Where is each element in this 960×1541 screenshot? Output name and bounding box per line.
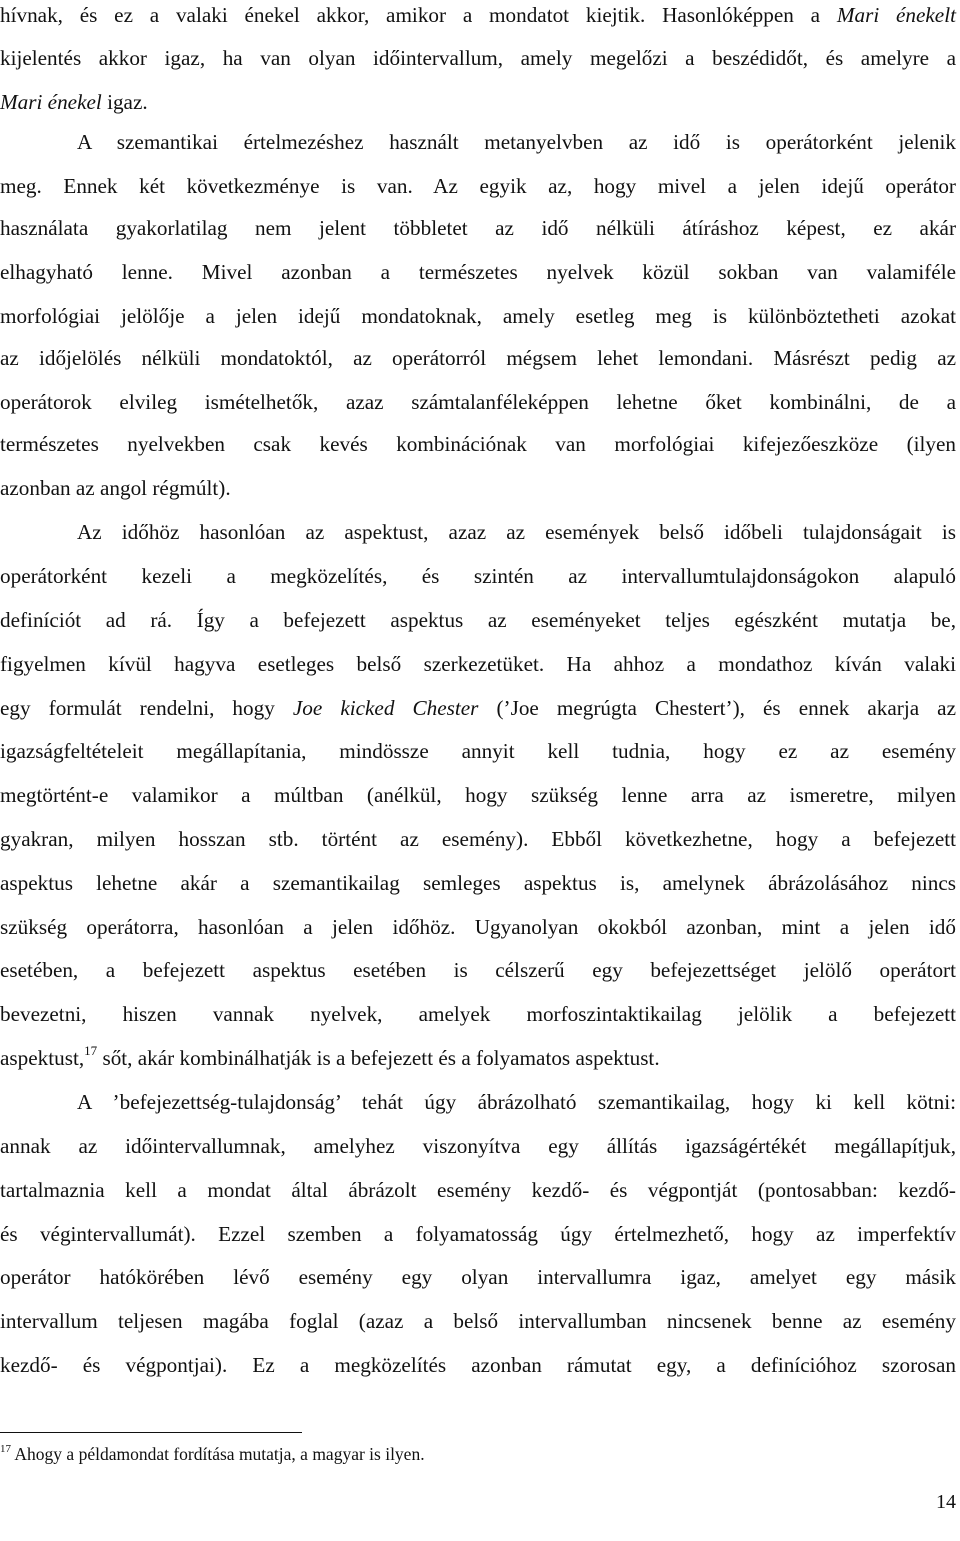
text-segment: definíciót ad rá. Így a befejezett aspektus az eseményeket teljes egészként mutatja be, xyxy=(0,608,956,632)
text-line xyxy=(0,430,956,458)
text-line xyxy=(0,302,956,330)
text-line xyxy=(0,956,956,984)
text-segment: gyakran, milyen hosszan stb. történt az esemény). Ebből következhetne, hogy a befejezett xyxy=(0,827,956,851)
text-line xyxy=(0,1220,956,1248)
text-line xyxy=(0,1351,956,1379)
text-segment: aspektust, xyxy=(0,1046,85,1070)
text-segment: kezdő- és végpontjai). Ez a megközelítés azonban rámutat egy, a definícióhoz szorosan xyxy=(0,1353,956,1377)
text-segment: használata gyakorlatilag nem jelent többletet az idő nélküli átíráshoz képest, ez akár xyxy=(0,216,956,240)
text-line xyxy=(77,1088,956,1116)
text-line xyxy=(0,781,956,809)
text-segment: sőt, akár kombinálhatják is a befejezett és a folyamatos aspektust. xyxy=(97,1046,660,1070)
text-segment: az időjelölés nélküli mondatoktól, az operátorról mégsem lehet lemondani. Másrészt pedig az xyxy=(0,346,956,370)
text-segment: meg. Ennek két következménye is van. Az egyik az, hogy mivel a jelen idejű operátor xyxy=(0,174,956,198)
footnote-number: 17 xyxy=(0,1443,11,1455)
text-line xyxy=(0,44,956,72)
text-line xyxy=(77,128,956,156)
text-line xyxy=(0,1000,956,1028)
text-segment: természetes nyelvekben csak kevés kombinációnak van morfológiai kifejezőeszköze (ilyen xyxy=(0,432,956,456)
text-segment: hívnak, és ez a valaki énekel akkor, amikor a mondatot kiejtik. Hasonlóképpen a xyxy=(0,3,837,27)
text-line xyxy=(77,518,956,546)
text-line xyxy=(0,1176,956,1204)
text-segment: bevezetni, hiszen vannak nyelvek, amelyek morfoszintaktikailag jelölik a befejezett xyxy=(0,1002,956,1026)
text-segment: annak az időintervallumnak, amelyhez viszonyítva egy állítás igazságértékét megállapítjuk, xyxy=(0,1134,956,1158)
text-segment: figyelmen kívül hagyva esetleges belső szerkezetüket. Ha ahhoz a mondathoz kíván valaki xyxy=(0,652,956,676)
text-segment: megtörtént-e valamikor a múltban (anélkül, hogy szükség lenne arra az ismeretre, milyen xyxy=(0,783,956,807)
text-segment: tartalmaznia kell a mondat által ábrázolt esemény kezdő- és végpontját (pontosabban: kezdő- xyxy=(0,1178,956,1202)
text-line xyxy=(0,737,956,765)
text-segment: operátorok elvileg ismételhetők, azaz számtalanféleképpen lehetne őket kombinálni, de a xyxy=(0,390,956,414)
text-line xyxy=(0,562,956,590)
text-line xyxy=(0,606,956,634)
footnote-text: Ahogy a példamondat fordítása mutatja, a magyar is ilyen. xyxy=(14,1444,425,1464)
text-line xyxy=(0,344,956,372)
footnote xyxy=(0,1442,425,1466)
italic-text: Mari énekel xyxy=(0,90,102,114)
text-segment: igazságfeltételeit megállapítania, mindössze annyit kell tudnia, hogy ez az esemény xyxy=(0,739,956,763)
text-line xyxy=(0,1,956,29)
italic-text: Joe kicked Chester xyxy=(292,696,479,720)
text-line xyxy=(0,869,956,897)
text-segment: azonban az angol régmúlt). xyxy=(0,476,231,500)
text-line xyxy=(0,694,956,722)
text-line xyxy=(0,88,956,116)
text-segment: elhagyható lenne. Mivel azonban a természetes nyelvek közül sokban van valamiféle xyxy=(0,260,956,284)
footnote-separator xyxy=(0,1432,302,1433)
text-line xyxy=(0,913,956,941)
text-segment: esetében, a befejezett aspektus esetében is célszerű egy befejezettséget jelölő operátort xyxy=(0,958,956,982)
text-line xyxy=(0,258,956,286)
text-segment: morfológiai jelölője a jelen idejű mondatoknak, amely esetleg meg is különböztetheti azokat xyxy=(0,304,956,328)
text-line xyxy=(0,388,956,416)
text-line xyxy=(0,650,956,678)
text-line xyxy=(0,1307,956,1335)
text-segment: kijelentés akkor igaz, ha van olyan időintervallum, amely megelőzi a beszédidőt, és amelyre a xyxy=(0,46,956,70)
text-segment: és végintervallumát). Ezzel szemben a folyamatosság úgy értelmezhető, hogy az imperfektív xyxy=(0,1222,956,1246)
text-segment: aspektus lehetne akár a szemantikailag semleges aspektus is, amelynek ábrázolásához nincs xyxy=(0,871,956,895)
text-segment: igaz. xyxy=(101,90,148,114)
text-segment: (’Joe megrúgta Chestert’), és ennek akarja az xyxy=(478,696,956,720)
text-line xyxy=(0,172,956,200)
text-line xyxy=(0,1044,956,1072)
text-segment: operátorként kezeli a megközelítés, és szintén az intervallumtulajdonságokon alapuló xyxy=(0,564,956,588)
text-segment: operátor hatókörében lévő esemény egy olyan intervallumra igaz, amelyet egy másik xyxy=(0,1265,956,1289)
text-segment: szükség operátorra, hasonlóan a jelen időhöz. Ugyanolyan okokból azonban, mint a jelen idő xyxy=(0,915,956,939)
text-line xyxy=(0,214,956,242)
text-line xyxy=(0,1263,956,1291)
text-segment: Az időhöz hasonlóan az aspektust, azaz az események belső időbeli tulajdonságait is xyxy=(77,520,956,544)
italic-text: Mari énekelt xyxy=(836,3,956,27)
text-segment: A szemantikai értelmezéshez használt metanyelvben az idő is operátorként jelenik xyxy=(77,130,956,154)
text-line xyxy=(0,1132,956,1160)
text-line xyxy=(0,474,956,502)
footnote-reference: 17 xyxy=(84,1043,98,1058)
text-segment: intervallum teljesen magába foglal (azaz a belső intervallumban nincsenek benne az esemény xyxy=(0,1309,956,1333)
text-segment: A ’befejezettség-tulajdonság’ tehát úgy ábrázolható szemantikailag, hogy ki kell kötni: xyxy=(77,1090,956,1114)
page-number: 14 xyxy=(936,1491,956,1513)
text-segment: egy formulát rendelni, hogy xyxy=(0,696,293,720)
text-line xyxy=(0,825,956,853)
